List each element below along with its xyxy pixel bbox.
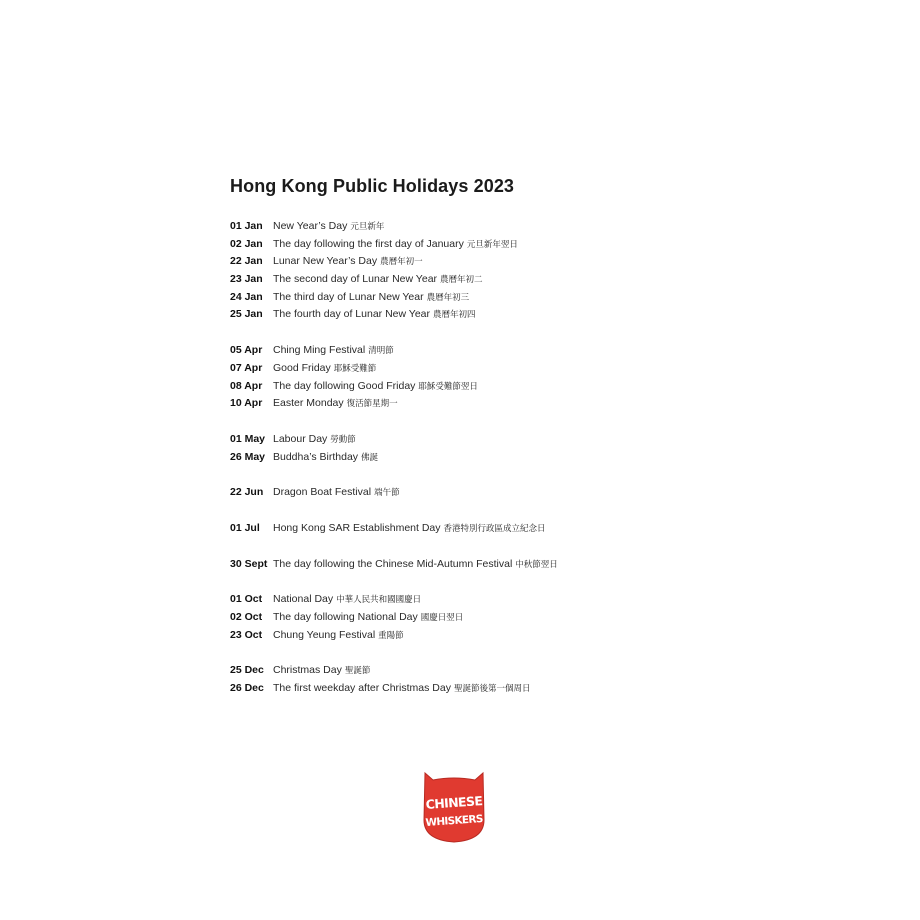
holiday-date: 10 Apr bbox=[230, 397, 263, 410]
holiday-name: Ching Ming Festival bbox=[273, 344, 366, 357]
holiday-date: 01 Jan bbox=[230, 220, 263, 232]
holiday-row bbox=[230, 306, 830, 324]
page-title: Hong Kong Public Holidays 2023 bbox=[230, 176, 515, 196]
holiday-name: The day following Good Friday bbox=[273, 379, 416, 392]
holiday-name-zh: 中秋節翌日 bbox=[515, 558, 558, 569]
holiday-date: 25 Dec bbox=[230, 664, 264, 677]
holiday-date: 01 May bbox=[230, 432, 266, 445]
holiday-name-zh: 農曆年初一 bbox=[380, 256, 423, 267]
holiday-row bbox=[230, 395, 830, 413]
holiday-row bbox=[230, 271, 830, 289]
holiday-name: The day following National Day bbox=[273, 611, 418, 623]
logo-text-whiskers: WHISKERS bbox=[425, 813, 484, 829]
holiday-name-zh: 耶穌受難節 bbox=[333, 362, 377, 373]
holiday-row bbox=[230, 431, 830, 449]
holiday-date: 30 Sept bbox=[230, 557, 268, 570]
holiday-name: Hong Kong SAR Establishment Day bbox=[273, 521, 441, 534]
holiday-name: The first weekday after Christmas Day bbox=[273, 682, 451, 695]
holiday-name-zh: 聖誕節後第一個周日 bbox=[453, 683, 531, 694]
holiday-name: Buddha’s Birthday bbox=[273, 450, 359, 463]
holiday-row bbox=[230, 680, 830, 698]
holiday-row bbox=[230, 218, 830, 236]
holiday-row bbox=[230, 236, 830, 254]
holiday-name-zh: 端午節 bbox=[374, 487, 400, 498]
holiday-group-october bbox=[230, 591, 830, 644]
holiday-group-may bbox=[230, 431, 830, 466]
holiday-name: Good Friday bbox=[273, 361, 331, 374]
holiday-name: Dragon Boat Festival bbox=[273, 486, 372, 499]
holiday-list bbox=[230, 218, 830, 716]
holiday-name: National Day bbox=[273, 593, 334, 606]
holiday-date: 25 Jan bbox=[230, 308, 263, 321]
holiday-date: 26 May bbox=[230, 450, 266, 463]
holiday-group-june bbox=[230, 484, 830, 502]
holiday-group-april bbox=[230, 342, 830, 413]
holiday-row bbox=[230, 609, 830, 627]
holiday-name-zh: 農曆年初四 bbox=[433, 309, 476, 320]
holiday-name-zh: 復活節星期一 bbox=[346, 398, 398, 409]
holiday-name: New Year’s Day bbox=[273, 220, 348, 232]
chinese-whiskers-logo bbox=[421, 770, 487, 843]
holiday-group-september bbox=[230, 556, 830, 574]
holiday-date: 08 Apr bbox=[230, 379, 263, 392]
holiday-name-zh: 佛誕 bbox=[361, 451, 379, 462]
holiday-date: 02 Jan bbox=[230, 237, 263, 250]
holiday-name-zh: 國慶日翌日 bbox=[420, 612, 464, 622]
holiday-name: Lunar New Year’s Day bbox=[273, 255, 378, 268]
holiday-row bbox=[230, 360, 830, 378]
holiday-name-zh: 清明節 bbox=[368, 345, 394, 356]
holiday-name-zh: 農曆年初三 bbox=[426, 291, 470, 302]
holiday-row bbox=[230, 627, 830, 645]
holiday-name-zh: 耶穌受難節翌日 bbox=[418, 380, 478, 391]
holiday-row bbox=[230, 556, 830, 574]
holiday-name-zh: 元旦新年翌日 bbox=[466, 238, 518, 249]
holiday-name: Easter Monday bbox=[273, 397, 344, 410]
holiday-row bbox=[230, 662, 830, 680]
holiday-row bbox=[230, 378, 830, 396]
holiday-row bbox=[230, 520, 830, 538]
holiday-date: 01 Jul bbox=[230, 521, 260, 534]
holiday-name: The second day of Lunar New Year bbox=[273, 273, 438, 286]
holiday-name-zh: 香港特別行政區成立紀念日 bbox=[443, 522, 546, 533]
holiday-date: 23 Jan bbox=[230, 273, 263, 286]
holiday-row bbox=[230, 591, 830, 609]
holiday-date: 05 Apr bbox=[230, 344, 263, 357]
holiday-name-zh: 重陽節 bbox=[378, 629, 404, 640]
holiday-name: Christmas Day bbox=[273, 664, 342, 677]
holiday-group-december bbox=[230, 662, 830, 697]
holiday-date: 24 Jan bbox=[230, 290, 263, 303]
holiday-name-zh: 農曆年初二 bbox=[440, 274, 483, 285]
holiday-date: 07 Apr bbox=[230, 361, 263, 374]
holiday-name: The fourth day of Lunar New Year bbox=[273, 308, 431, 321]
holiday-row bbox=[230, 342, 830, 360]
holiday-group-july bbox=[230, 520, 830, 538]
holiday-date: 22 Jan bbox=[230, 255, 263, 268]
holiday-name: The day following the Chinese Mid-Autumn Festival bbox=[273, 557, 513, 570]
holiday-date: 01 Oct bbox=[230, 593, 263, 606]
holiday-date: 22 Jun bbox=[230, 486, 264, 499]
holiday-row bbox=[230, 253, 830, 271]
holiday-name-zh: 中華人民共和國國慶日 bbox=[336, 594, 422, 605]
holiday-date: 02 Oct bbox=[230, 611, 263, 623]
holiday-name: The third day of Lunar New Year bbox=[273, 290, 424, 303]
holiday-name: Chung Yeung Festival bbox=[273, 628, 376, 641]
holiday-name: The day following the first day of January bbox=[273, 237, 464, 250]
holiday-name-zh: 勞動節 bbox=[330, 433, 356, 444]
logo-text-chinese: CHINESE bbox=[425, 793, 483, 812]
holiday-row bbox=[230, 484, 830, 502]
holiday-date: 26 Dec bbox=[230, 682, 264, 695]
holiday-date: 23 Oct bbox=[230, 628, 263, 641]
holiday-group-january bbox=[230, 218, 830, 324]
holiday-row bbox=[230, 289, 830, 307]
holiday-name-zh: 元旦新年 bbox=[350, 221, 385, 231]
holiday-row bbox=[230, 449, 830, 467]
holiday-name-zh: 聖誕節 bbox=[344, 665, 371, 676]
holiday-name: Labour Day bbox=[273, 432, 328, 445]
